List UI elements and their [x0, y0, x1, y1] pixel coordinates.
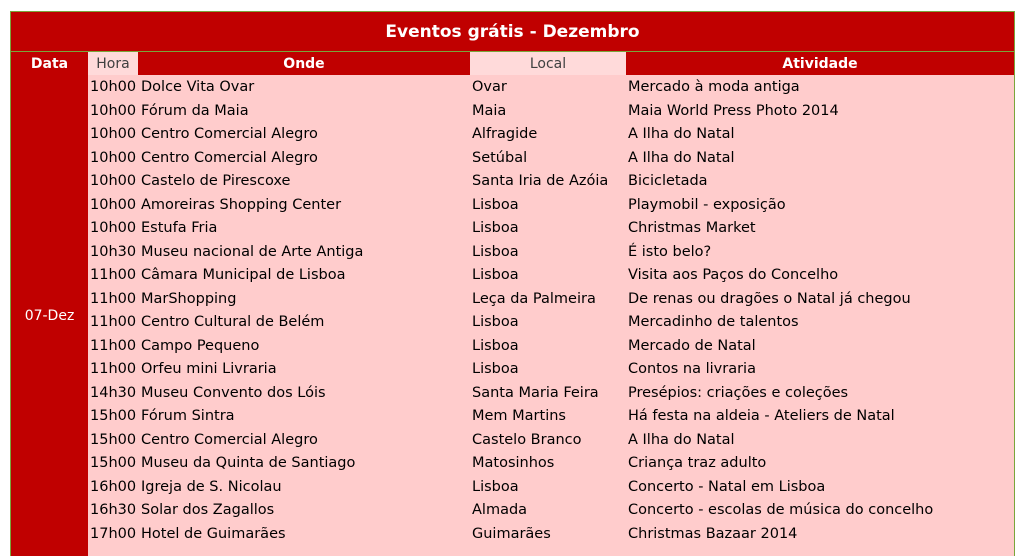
header-data[interactable]: Data: [11, 52, 88, 75]
cell-onde[interactable]: Fórum Sintra: [141, 408, 235, 424]
cell-atividade[interactable]: Christmas Market: [628, 220, 756, 236]
cell-hora[interactable]: 15h00: [90, 408, 137, 424]
header-onde[interactable]: Onde: [138, 52, 470, 75]
cell-local[interactable]: Setúbal: [472, 149, 528, 166]
cell-atividade[interactable]: Maia World Press Photo 2014: [628, 102, 839, 119]
table-row[interactable]: [88, 524, 1014, 548]
cell-hora[interactable]: 14h30: [90, 384, 137, 401]
cell-local[interactable]: Castelo Branco: [472, 431, 582, 448]
cell-onde[interactable]: Museu nacional de Arte Antiga: [141, 243, 364, 260]
cell-local[interactable]: Alfragide: [472, 126, 538, 142]
cell-onde[interactable]: Centro Comercial Alegro: [141, 149, 318, 166]
cell-hora[interactable]: 10h30: [90, 243, 137, 260]
cell-atividade[interactable]: Contos na livraria: [628, 361, 756, 377]
cell-local[interactable]: Mem Martins: [472, 408, 566, 424]
cell-atividade[interactable]: De renas ou dragões o Natal já chegou: [628, 290, 911, 307]
cell-hora[interactable]: 11h00: [90, 267, 137, 283]
cell-onde[interactable]: Centro Cultural de Belém: [141, 314, 325, 330]
cell-local[interactable]: Lisboa: [472, 478, 519, 495]
cell-atividade[interactable]: A Ilha do Natal: [628, 126, 735, 142]
cell-atividade[interactable]: Playmobil - exposição: [628, 196, 786, 213]
cell-hora[interactable]: 10h00: [90, 126, 137, 142]
table-row[interactable]: [88, 265, 1014, 289]
cell-hora[interactable]: 10h00: [90, 173, 137, 189]
table-row[interactable]: [88, 148, 1014, 172]
table-row[interactable]: [88, 359, 1014, 383]
cell-onde[interactable]: Solar dos Zagallos: [141, 502, 275, 518]
cell-onde[interactable]: Amoreiras Shopping Center: [141, 196, 342, 213]
event-rows: [88, 77, 1014, 547]
cell-hora[interactable]: 10h00: [90, 149, 137, 166]
header-row: [11, 52, 1014, 75]
cell-hora[interactable]: 10h00: [90, 220, 137, 236]
cell-local[interactable]: Lisboa: [472, 243, 519, 260]
cell-local[interactable]: Lisboa: [472, 267, 519, 283]
table-row[interactable]: [88, 124, 1014, 148]
cell-atividade[interactable]: Criança traz adulto: [628, 455, 767, 471]
cell-local[interactable]: Lisboa: [472, 314, 519, 330]
cell-local[interactable]: Santa Maria Feira: [472, 384, 599, 401]
cell-local[interactable]: Lisboa: [472, 196, 519, 213]
cell-onde[interactable]: Centro Comercial Alegro: [141, 431, 318, 448]
sheet-title: Eventos grátis - Dezembro: [11, 12, 1014, 52]
cell-local[interactable]: Santa Iria de Azóia: [472, 173, 609, 189]
cell-onde[interactable]: Câmara Municipal de Lisboa: [141, 267, 346, 283]
cell-atividade[interactable]: Mercadinho de talentos: [628, 314, 799, 330]
cell-atividade[interactable]: Concerto - Natal em Lisboa: [628, 478, 826, 495]
cell-local[interactable]: Ovar: [472, 79, 507, 95]
cell-onde[interactable]: Dolce Vita Ovar: [141, 79, 255, 95]
cell-atividade[interactable]: Concerto - escolas de música do concelho: [628, 502, 934, 518]
cell-atividade[interactable]: É isto belo?: [628, 243, 712, 260]
cell-onde[interactable]: Estufa Fria: [141, 220, 218, 236]
cell-atividade[interactable]: Visita aos Paços do Concelho: [628, 267, 839, 283]
cell-atividade[interactable]: Mercado de Natal: [628, 337, 756, 354]
cell-local[interactable]: Lisboa: [472, 361, 519, 377]
table-row[interactable]: [88, 336, 1014, 360]
cell-onde[interactable]: Museu Convento dos Lóis: [141, 384, 326, 401]
cell-local[interactable]: Lisboa: [472, 220, 519, 236]
table-row[interactable]: [88, 242, 1014, 266]
cell-atividade[interactable]: Presépios: criações e coleções: [628, 384, 849, 401]
cell-local[interactable]: Almada: [472, 502, 528, 518]
cell-hora[interactable]: 11h00: [90, 314, 137, 330]
cell-atividade[interactable]: A Ilha do Natal: [628, 431, 735, 448]
date-cell[interactable]: 07-Dez: [11, 75, 88, 556]
cell-hora[interactable]: 17h00: [90, 525, 137, 542]
cell-atividade[interactable]: Mercado à moda antiga: [628, 79, 800, 95]
cell-hora[interactable]: 16h00: [90, 478, 137, 495]
table-row[interactable]: [88, 289, 1014, 313]
table-row[interactable]: [88, 101, 1014, 125]
cell-atividade[interactable]: Christmas Bazaar 2014: [628, 525, 798, 542]
table-row[interactable]: [88, 406, 1014, 430]
cell-atividade[interactable]: Bicicletada: [628, 173, 708, 189]
table-row[interactable]: [88, 477, 1014, 501]
cell-hora[interactable]: 10h00: [90, 79, 137, 95]
cell-onde[interactable]: Centro Comercial Alegro: [141, 126, 318, 142]
table-row[interactable]: [88, 500, 1014, 524]
cell-hora[interactable]: 11h00: [90, 337, 137, 354]
cell-onde[interactable]: Campo Pequeno: [141, 337, 260, 354]
table-row[interactable]: [88, 430, 1014, 454]
table-row[interactable]: [88, 77, 1014, 101]
header-hora[interactable]: Hora: [88, 52, 138, 75]
table-row[interactable]: [88, 195, 1014, 219]
cell-local[interactable]: Maia: [472, 102, 507, 119]
cell-hora[interactable]: 15h00: [90, 431, 137, 448]
cell-onde[interactable]: Orfeu mini Livraria: [141, 361, 277, 377]
cell-onde[interactable]: Fórum da Maia: [141, 102, 249, 119]
cell-local[interactable]: Leça da Palmeira: [472, 290, 596, 307]
header-atividade[interactable]: Atividade: [626, 52, 1014, 75]
cell-local[interactable]: Guimarães: [472, 525, 551, 542]
cell-hora[interactable]: 16h30: [90, 502, 137, 518]
table-row[interactable]: [88, 383, 1014, 407]
cell-onde[interactable]: Museu da Quinta de Santiago: [141, 455, 356, 471]
cell-onde[interactable]: Igreja de S. Nicolau: [141, 478, 282, 495]
cell-hora[interactable]: 11h00: [90, 290, 137, 307]
cell-onde[interactable]: MarShopping: [141, 290, 237, 307]
events-sheet: [10, 11, 1015, 556]
cell-local[interactable]: Lisboa: [472, 337, 519, 354]
cell-onde[interactable]: Hotel de Guimarães: [141, 525, 286, 542]
cell-local[interactable]: Matosinhos: [472, 455, 555, 471]
cell-atividade[interactable]: A Ilha do Natal: [628, 149, 735, 166]
table-row[interactable]: [88, 312, 1014, 336]
cell-hora[interactable]: 15h00: [90, 455, 137, 471]
cell-hora[interactable]: 10h00: [90, 196, 137, 213]
cell-hora[interactable]: 11h00: [90, 361, 137, 377]
table-row[interactable]: [88, 453, 1014, 477]
cell-atividade[interactable]: Há festa na aldeia - Ateliers de Natal: [628, 408, 895, 424]
cell-hora[interactable]: 10h00: [90, 102, 137, 119]
table-row[interactable]: [88, 171, 1014, 195]
cell-onde[interactable]: Castelo de Pirescoxe: [141, 173, 291, 189]
header-local[interactable]: Local: [470, 52, 626, 75]
table-row[interactable]: [88, 218, 1014, 242]
